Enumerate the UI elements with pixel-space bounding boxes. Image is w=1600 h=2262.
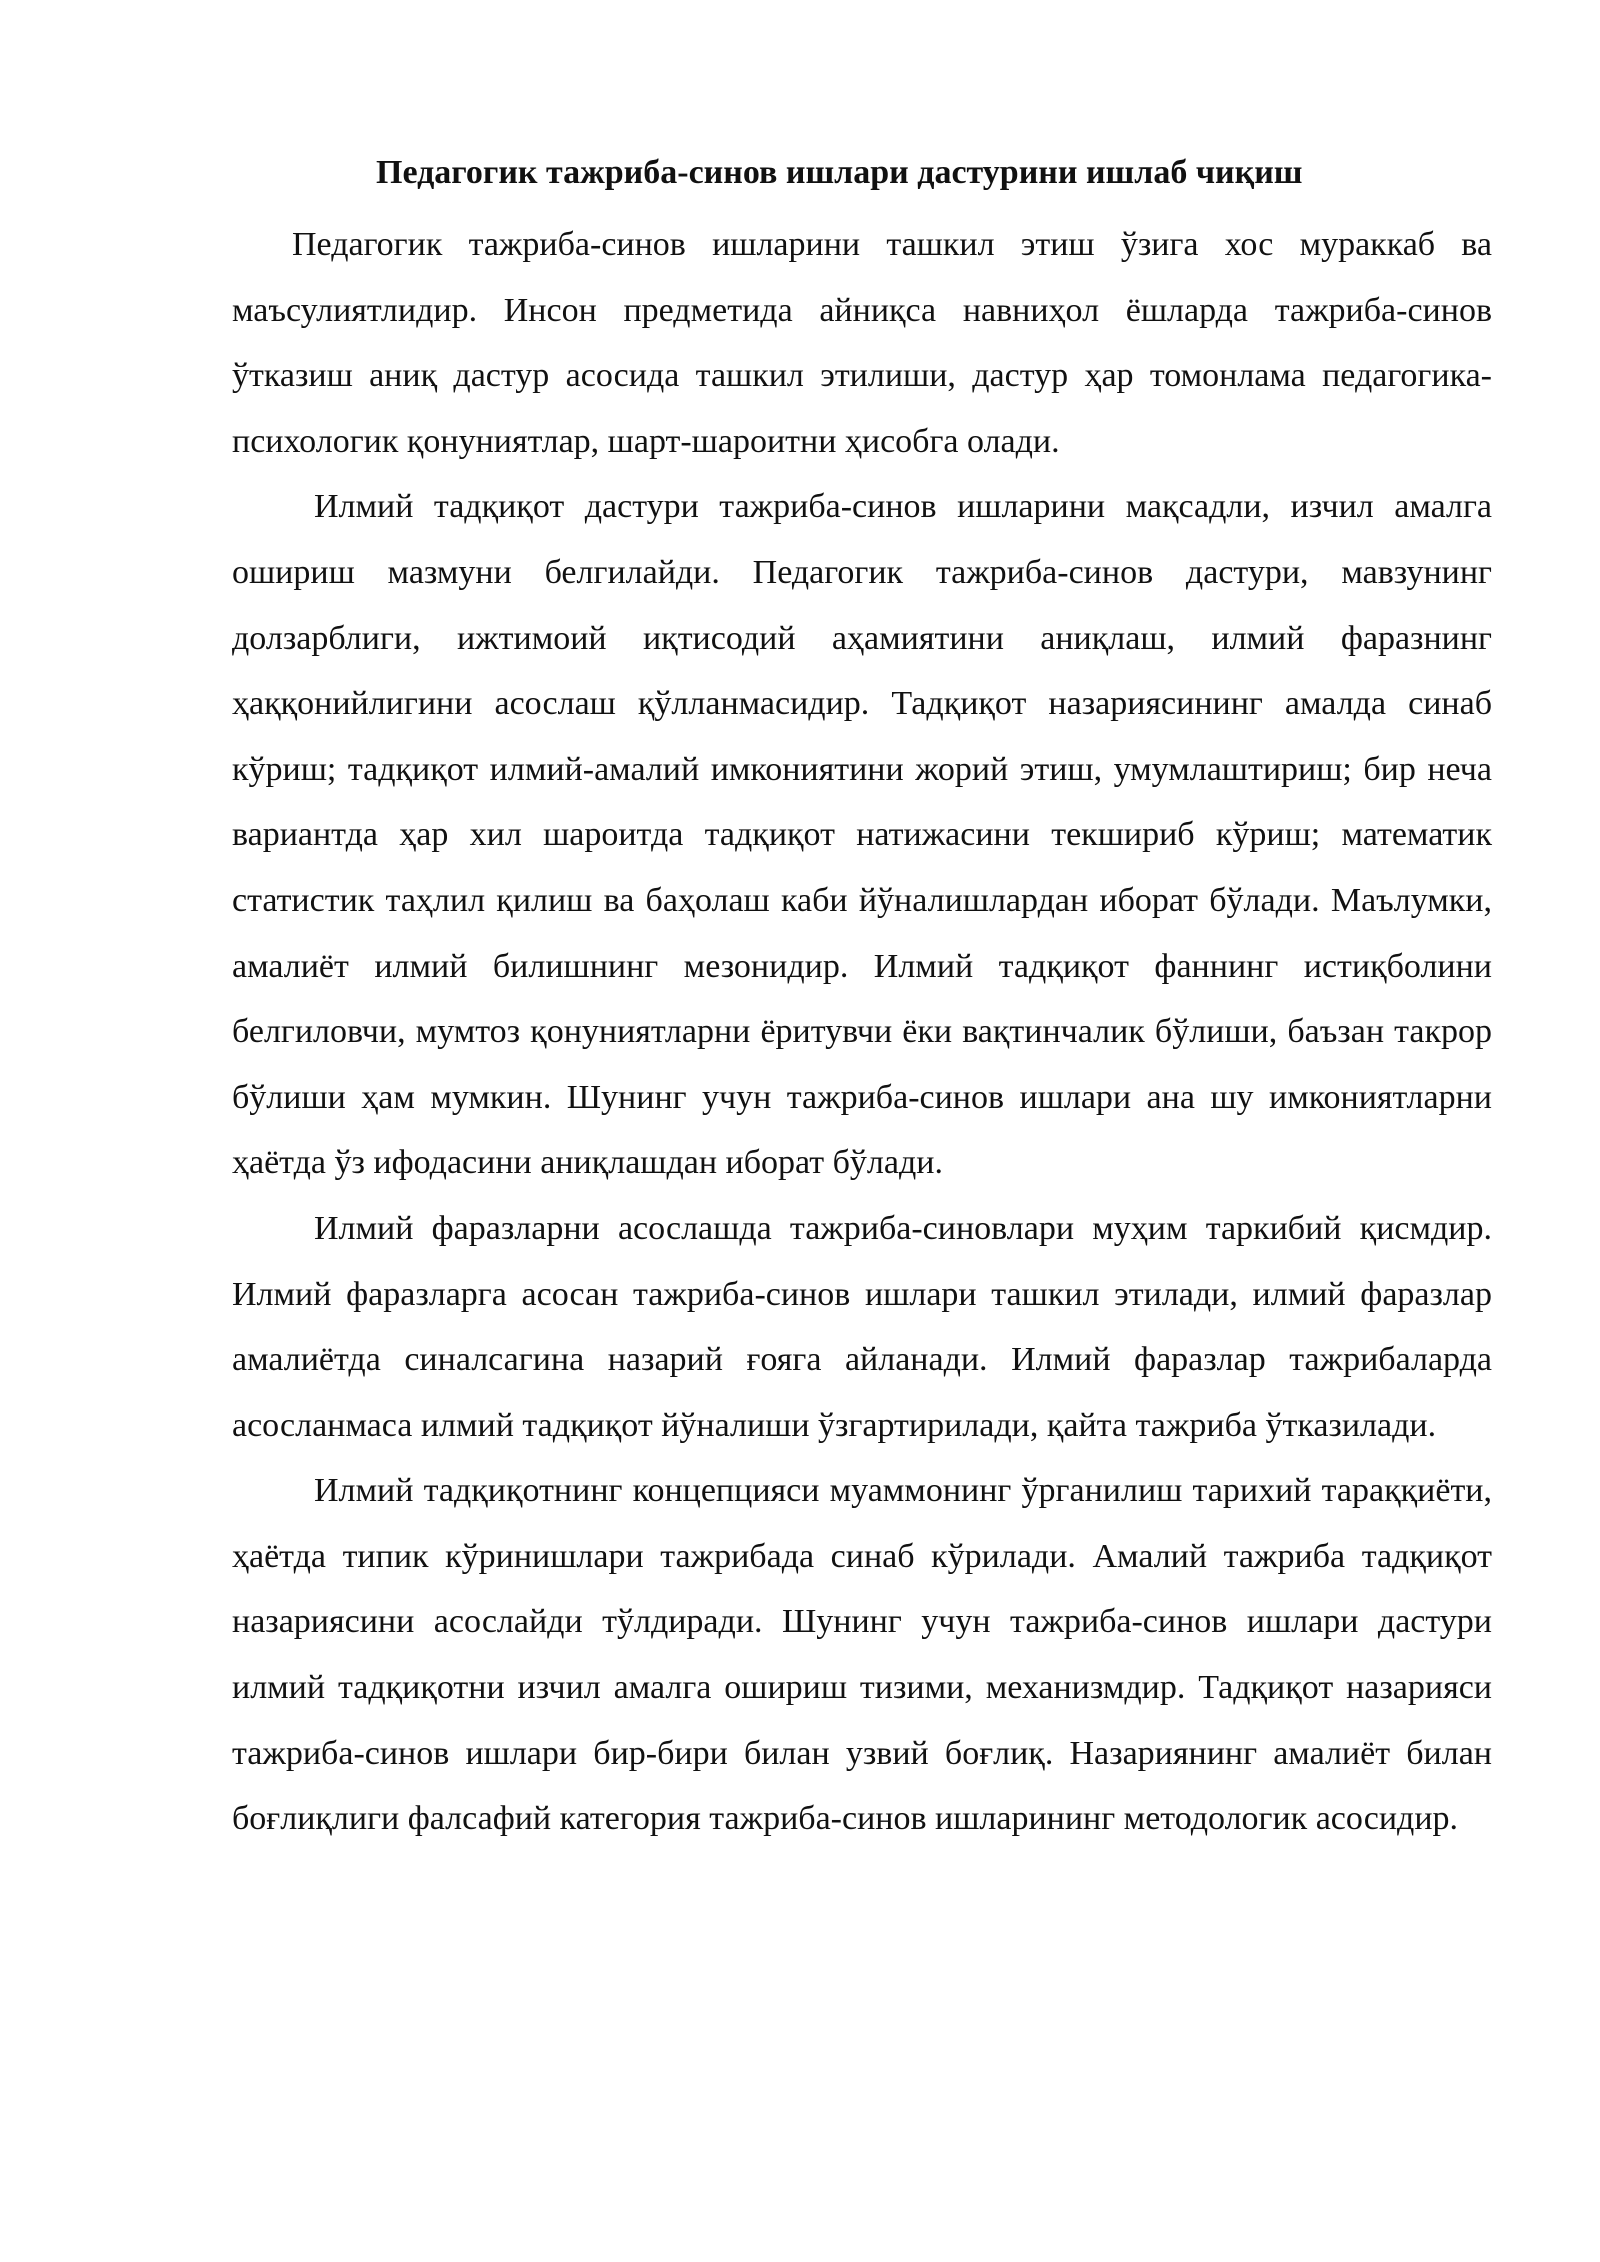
paragraph-2: Илмий тадқиқот дастури тажриба-синов ишларини мақсадли, изчил амалга ошириш мазмуни белгилайди. Педагогик тажриба-синов дастури, мавзунинг долзарблиги, ижтимоий иқтисодий аҳамиятини аниқлаш, илмий фаразнинг ҳаққонийлигини асослаш қўлланмасидир. Тадқиқот назариясининг амалда синаб кўриш; тадқиқот илмий-амалий имкониятини жорий этиш, умумлаштириш; бир неча вариантда ҳар хил шароитда тадқиқот натижасини текшириб кўриш; математик статистик таҳлил қилиш ва баҳолаш каби йўналишлардан иборат бўлади. Маълумки, амалиёт илмий билишнинг мезонидир. Илмий тадқиқот фаннинг истиқболини белгиловчи, мумтоз қонуниятларни ёритувчи ёки вақтинчалик бўлиши, баъзан такрор бўлиши ҳам мумкин. Шунинг учун тажриба-синов ишлари ана шу имкониятларни ҳаётда ўз ифодасини аниқлашдан иборат бўлади. bbox=[232, 488, 1492, 1182]
paragraph-1: Педагогик тажриба-синов ишларини ташкил этиш ўзига хос мураккаб ва маъсулиятлидир. Инсон предметида айниқса навниҳол ёшларда тажриба-синов ўтказиш аниқ дастур асосида ташкил этилиши, дастур ҳар томонлама педагогика-психологик қонуниятлар, шарт-шароитни ҳисобга олади. bbox=[232, 226, 1492, 460]
paragraph-4: Илмий тадқиқотнинг концепцияси муаммонинг ўрганилиш тарихий тараққиёти, ҳаётда типик кўринишлари тажрибада синаб кўрилади. Амалий тажриба тадқиқот назариясини асослайди тўлдиради. Шунинг учун тажриба-синов ишлари дастури илмий тадқиқотни изчил амалга ошириш тизими, механизмдир. Тадқиқот назарияси тажриба-синов ишлари бир-бири билан узвий боғлиқ. Назариянинг амалиёт билан боғлиқлиги фалсафий категория тажриба-синов ишларининг методологик асосидир. bbox=[232, 1472, 1492, 1838]
document-page bbox=[232, 140, 1492, 1852]
document-title: Педагогик тажриба-синов ишлари дастурини ишлаб чиқиш bbox=[376, 154, 1303, 191]
paragraph-3: Илмий фаразларни асослашда тажриба-синовлари муҳим таркибий қисмдир. Илмий фаразларга асосан тажриба-синов ишлари ташкил этилади, илмий фаразлар амалиётда синалсагина назарий ғояга айланади. Илмий фаразлар тажрибаларда асосланмаса илмий тадқиқот йўналиши ўзгартирилади, қайта тажриба ўтказилади. bbox=[232, 1209, 1492, 1444]
